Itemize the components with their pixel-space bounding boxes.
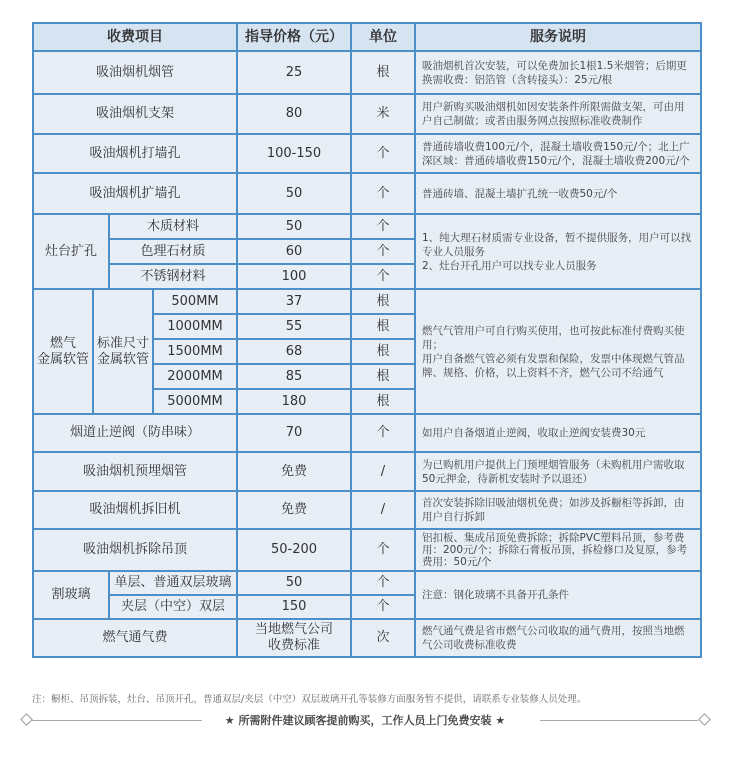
size: 500MM <box>153 289 237 314</box>
price: 70 <box>237 414 351 452</box>
description: 为已购机用户提供上门预埋烟管服务（未购机用户需收取50元押金，待新机安装时予以退还） <box>415 452 701 491</box>
description <box>415 214 701 289</box>
description: 如用户自备烟道止逆阀，收取止逆阀安装费30元 <box>415 414 701 452</box>
header-unit: 单位 <box>351 23 415 51</box>
item-name: 吸油烟机支架 <box>33 94 237 134</box>
unit: 个 <box>351 529 415 571</box>
price: 50 <box>237 214 351 239</box>
unit: / <box>351 491 415 529</box>
item-name: 吸油烟机拆旧机 <box>33 491 237 529</box>
size: 1000MM <box>153 314 237 339</box>
table-row <box>33 529 701 571</box>
size: 5000MM <box>153 389 237 414</box>
description <box>415 289 701 414</box>
desc-line: 用户自备燃气管必须有发票和保险，发票中体现燃气管品牌、规格、价格，以上资料不齐，燃气公司不给通气 <box>422 352 685 379</box>
item-name: 吸油烟机烟管 <box>33 51 237 94</box>
unit: 根 <box>351 289 415 314</box>
group-name: 灶台扩孔 <box>33 214 109 289</box>
desc-line: 1、纯大理石材质需专业设备，暂不提供服务，用户可以找专业人员服务 <box>422 231 692 258</box>
footer-text: ★ 所需附件建议顾客提前购买，工作人员上门免费安装 ★ <box>224 714 506 727</box>
table-row <box>33 94 701 134</box>
sub-item-name: 木质材料 <box>109 214 237 239</box>
price: 68 <box>237 339 351 364</box>
unit: 个 <box>351 595 415 619</box>
price: 50-200 <box>237 529 351 571</box>
size: 2000MM <box>153 364 237 389</box>
fee-table <box>32 22 702 658</box>
unit: 次 <box>351 619 415 657</box>
description: 铝扣板、集成吊顶免费拆除；拆除PVC塑料吊顶，参考费用：200元/个；拆除石膏板吊顶，拆检修口及复原，参考费用：50元/个 <box>415 529 701 571</box>
item-name: 燃气通气费 <box>33 619 237 657</box>
table-row <box>33 571 701 595</box>
price: 50 <box>237 173 351 214</box>
subgroup-line: 标准尺寸 <box>96 335 149 351</box>
sub-item-name: 单层、普通双层玻璃 <box>109 571 237 595</box>
unit: / <box>351 452 415 491</box>
unit: 根 <box>351 51 415 94</box>
price: 免费 <box>237 452 351 491</box>
price: 150 <box>237 595 351 619</box>
price: 55 <box>237 314 351 339</box>
header-desc: 服务说明 <box>415 23 701 51</box>
unit: 根 <box>351 389 415 414</box>
price: 25 <box>237 51 351 94</box>
description: 首次安装拆除旧吸油烟机免费；如涉及拆橱柜等拆卸，由用户自行拆卸 <box>415 491 701 529</box>
item-name: 吸油烟机扩墙孔 <box>33 173 237 214</box>
table-row <box>33 51 701 94</box>
desc-line: 2、灶台开孔用户可以找专业人员服务 <box>422 259 597 272</box>
unit: 个 <box>351 173 415 214</box>
description: 普通砖墙收费100元/个，混凝土墙收费150元/个；北上广深区域：普通砖墙收费150元/个，混凝土墙收费200元/个 <box>415 134 701 173</box>
unit: 个 <box>351 414 415 452</box>
subgroup-line: 金属软管 <box>96 351 149 367</box>
sub-item-name: 色理石材质 <box>109 239 237 264</box>
unit: 根 <box>351 364 415 389</box>
price: 85 <box>237 364 351 389</box>
sub-item-name: 夹层（中空）双层 <box>109 595 237 619</box>
sub-item-name: 不锈钢材料 <box>109 264 237 289</box>
table-row <box>33 173 701 214</box>
unit: 个 <box>351 214 415 239</box>
group-name <box>33 289 93 414</box>
group-name-line: 燃气 <box>49 335 76 351</box>
size: 1500MM <box>153 339 237 364</box>
table-row <box>33 414 701 452</box>
unit: 根 <box>351 314 415 339</box>
table-row <box>33 452 701 491</box>
price-line: 收费标准 <box>267 638 320 653</box>
group-name: 割玻璃 <box>33 571 109 619</box>
table-row <box>33 289 701 314</box>
table-header <box>33 23 701 51</box>
unit: 米 <box>351 94 415 134</box>
item-name: 吸油烟机打墙孔 <box>33 134 237 173</box>
table-row <box>33 619 701 657</box>
description: 燃气通气费是省市燃气公司收取的通气费用，按照当地燃气公司收费标准收费 <box>415 619 701 657</box>
description: 用户新购买吸油烟机如因安装条件所限需做支架，可由用户自己制做；或者由服务网点按照标准收费制作 <box>415 94 701 134</box>
footnote: 注：橱柜、吊顶拆装，灶台、吊顶开孔，普通双层/夹层（中空）双层玻璃开孔等装修方面服务暂不提供，请联系专业装修人员处理。 <box>32 694 587 705</box>
price: 100-150 <box>237 134 351 173</box>
price: 60 <box>237 239 351 264</box>
item-name: 烟道止逆阀（防串味） <box>33 414 237 452</box>
price: 50 <box>237 571 351 595</box>
header-item: 收费项目 <box>33 23 237 51</box>
price <box>237 619 351 657</box>
price: 80 <box>237 94 351 134</box>
unit: 个 <box>351 134 415 173</box>
price: 100 <box>237 264 351 289</box>
description: 注意：钢化玻璃不具备开孔条件 <box>415 571 701 619</box>
group-name-line: 金属软管 <box>36 351 89 367</box>
price-line: 当地燃气公司 <box>254 622 333 637</box>
description: 吸油烟机首次安装，可以免费加长1根1.5米烟管；后期更换需收费：铝箔管（含转接头）：25元/根 <box>415 51 701 94</box>
description: 普通砖墙、混凝土墙扩孔统一收费50元/个 <box>415 173 701 214</box>
unit: 个 <box>351 239 415 264</box>
table-row <box>33 134 701 173</box>
footer-banner <box>20 712 710 728</box>
price: 180 <box>237 389 351 414</box>
table-row <box>33 491 701 529</box>
desc-line: 燃气气管用户可自行购买使用，也可按此标准付费购买使用； <box>422 324 685 351</box>
table-row <box>33 214 701 239</box>
unit: 个 <box>351 264 415 289</box>
divider-line <box>540 720 698 721</box>
header-price: 指导价格（元） <box>237 23 351 51</box>
unit: 个 <box>351 571 415 595</box>
unit: 根 <box>351 339 415 364</box>
subgroup-name <box>93 289 153 414</box>
item-name: 吸油烟机预埋烟管 <box>33 452 237 491</box>
price: 37 <box>237 289 351 314</box>
price: 免费 <box>237 491 351 529</box>
item-name: 吸油烟机拆除吊顶 <box>33 529 237 571</box>
